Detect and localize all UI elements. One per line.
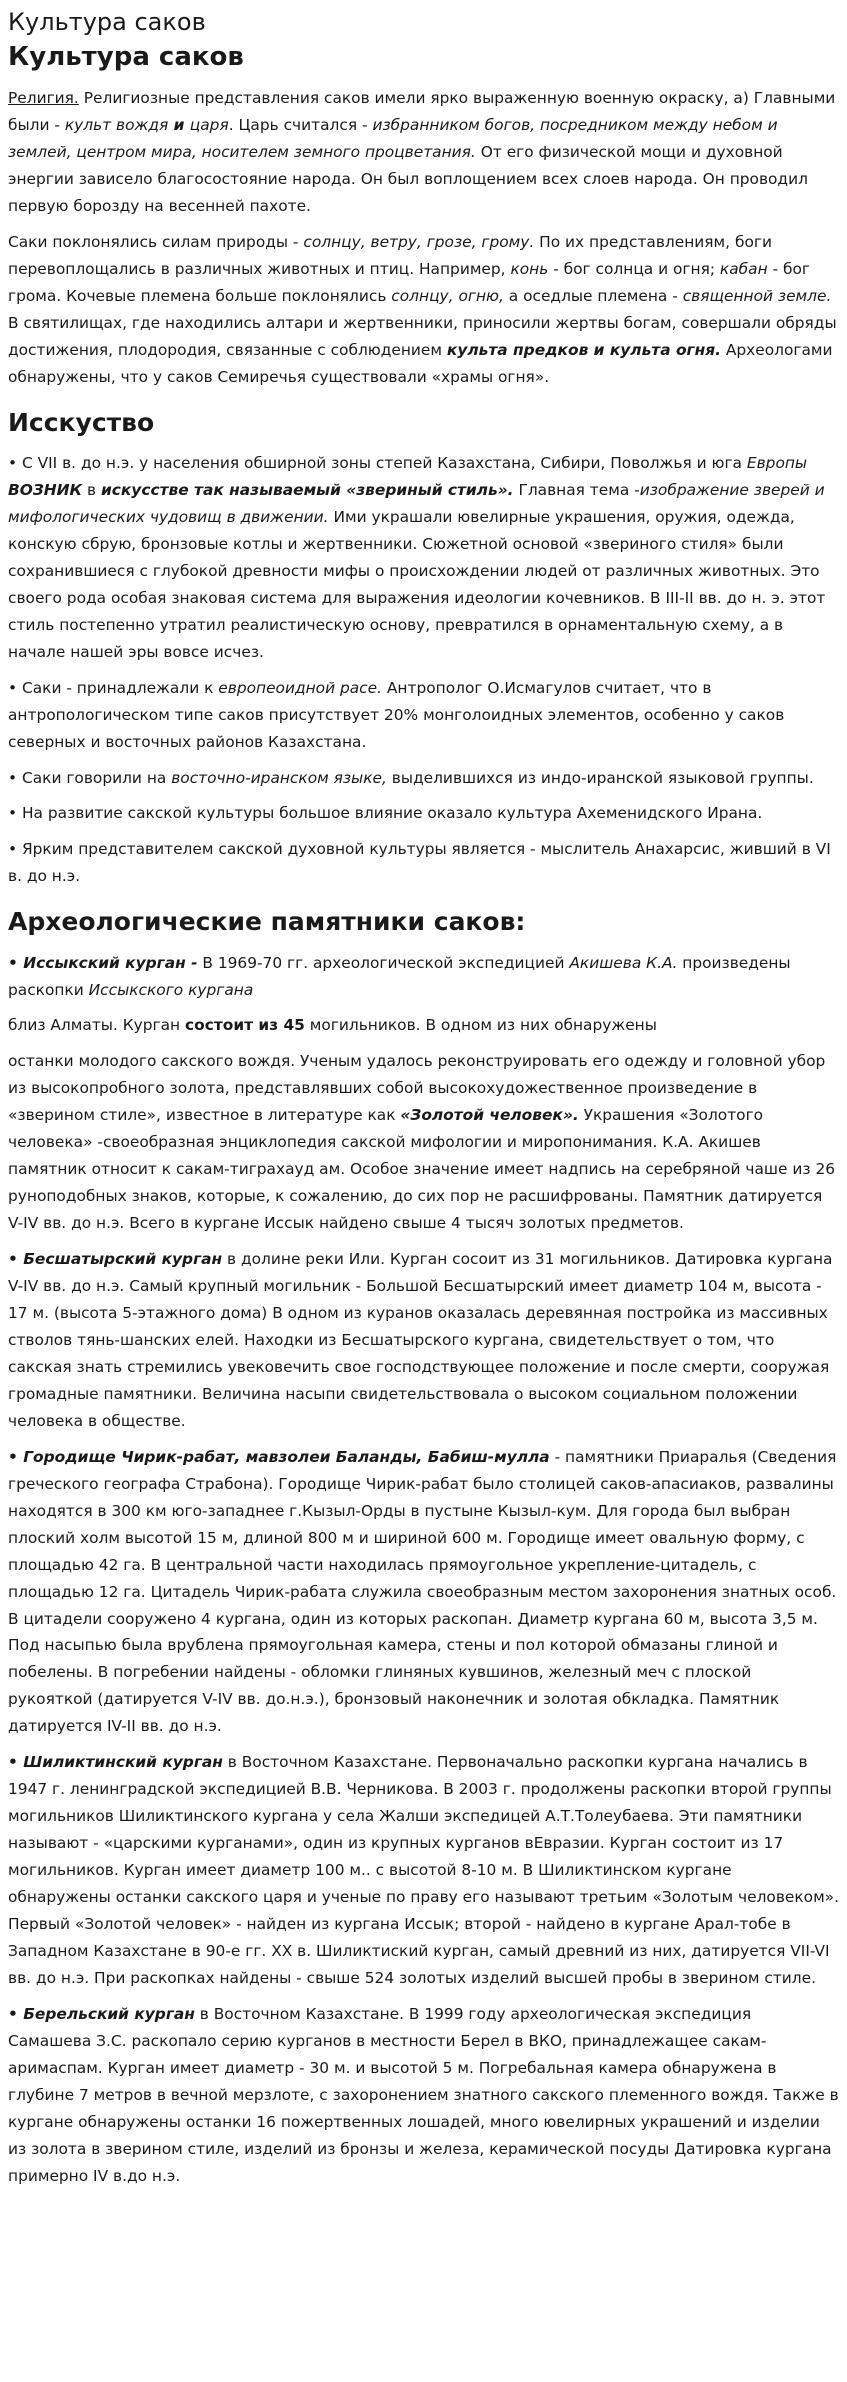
race-paragraph: • Саки - принадлежали к европеоидной расе. Антрополог О.Исмагулов считает, что в антропологическом типе саков присутствует 20% монголоидных элементов, особенно у саков северных и восточных районов Казахстана. <box>8 678 785 751</box>
nature-worship-paragraph: Саки поклонялись силам природы - солнцу, ветру, грозе, грому. По их представлениям, боги перевоплощались в различных животных и птиц. Например, конь - бог солнца и огня; кабан - бог грома. Кочевые племена больше поклонялись солнцу, огню, а оседлые племена - священной земле. В святилищах, где находились алтари и жертвенники, приносили жертвы богам, совершали обряды достижения, плодородия, связанные с соблюдением культа предков и культа огня. Археологами обнаружены, что у саков Семиречья существовали «храмы огня». <box>8 233 837 386</box>
issyk-location-paragraph: близ Алматы. Курган состоит из 45 могильников. В одном из них обнаружены <box>8 1016 657 1035</box>
animal-style-paragraph: • С VII в. до н.э. у населения обширной зоны степей Казахстана, Сибири, Поволжья и юга Европы ВОЗНИК в искусстве так называемый «звериный стиль». Главная тема -изображение зверей и мифологических чудовищ в движении. Ими украшали ювелирные украшения, оружия, одежда, конскую сбрую, бронзовые котлы и жертвенники. Сюжетной основой «звериного стиля» были сохранившиеся с глубокой древности мифы о происхождении людей от различных животных. Это своего рода особая знаковая система для выражения идеологии кочевников. В III-II вв. до н. э. этот стиль постепенно утратил реалистическую основу, превратился в орнаментальную схему, а в начале нашей эры вовсе исчез. <box>8 454 826 661</box>
golden-man-paragraph: останки молодого сакского вождя. Ученым удалось реконструировать его одежду и головной убор из высокопробного золота, представлявших собой высокохудожественное произведение в «зверином стиле», известное в литературе как «Золотой человек». Украшения «Золотого человека» -своеобразная энциклопедия сакской мифологии и миропонимания. К.А. Акишев памятник относит к сакам-тиграхауд ам. Особое значение имеет надпись на серебряной чаше из 26 руноподобных знаков, которые, к сожалению, до сих пор не расшифрованы. Памятник датируется V-IV вв. до н.э. Всего в кургане Иссык найдено свыше 4 тысяч золотых предметов. <box>8 1052 836 1233</box>
achaemenid-paragraph: • На развитие сакской культуры большое влияние оказало культура Ахеменидского Ирана. <box>8 804 763 823</box>
anacharsis-paragraph: • Ярким представителем сакской духовной культуры является - мыслитель Анахарсис, живший в VI в. до н.э. <box>8 840 831 886</box>
art-heading: Исскуство <box>8 407 155 437</box>
arch-heading: Археологические памятники саков: <box>8 907 526 937</box>
chirik-rabat-paragraph: • Городище Чирик-рабат, мавзолеи Баланды, Бабиш-мулла - памятники Приаралья (Сведения греческого географа Страбона). Городище Чирик-рабат было столицей саков-апасиаков, развалины находятся в 300 км юго-западнее г.Кызыл-Орды в пустыне Кызыл-кум. Для города был выбран плоский холм высотой 15 м, длиной 800 м и шириной 600 м. Городище имеет овальную форму, с площадью 42 га. В центральной части находилась прямоугольное укрепление-цитадель, с площадью 12 га. Цитадель Чирик-рабата служила своеобразным местом захоронения знатных особ. В цитадели сооружено 4 кургана, один из которых раскопан. Диаметр кургана 60 м, высота 3,5 м. Под насыпью была врублена прямоугольная камера, стены и пол которой обмазаны глиной и побелены. В погребении найдены - обломки глиняных кувшинов, железный меч с плоской рукояткой (датируется V-IV вв. до.н.э.), бронзовый наконечник и золотая обкладка. Памятник датируется IV-II вв. до н.э. <box>8 1447 837 1736</box>
main-heading: Культура саков <box>8 41 244 72</box>
issyk-paragraph: • Иссыкский курган - В 1969-70 гг. археологической экспедицией Акишева К.А. произведены раскопки Иссыкского кургана <box>8 953 791 999</box>
religion-paragraph: Религия. Религиозные представления саков имели ярко выраженную военную окраску, а) Главными были - культ вождя и царя. Царь считался - избранником богов, посредником между небом и землей, центром мира, носителем земного процветания. От его физической мощи и духовной энергии зависело благосостояние народа. Он был воплощением всех слоев народа. Он проводил первую борозду на весенней пахоте. <box>8 89 836 216</box>
shilikty-paragraph: • Шиликтинский курган в Восточном Казахстане. Первоначально раскопки кургана начались в 1947 г. ленинградской экспедицией В.В. Черникова. В 2003 г. продолжены раскопки второй группы могильников Шиликтинского кургана у села Жалши экспедицей А.Т.Толеубаева. Эти памятники называют - «царскими курганами», один из крупных курганов вЕвразии. Курган состоит из 17 могильников. Курган имеет диаметр 100 м.. с высотой 8-10 м. В Шиликтинском кургане обнаружены останки сакского царя и ученые по праву его называют третьим «Золотым человеком». Первый «Золотой человек» - найден из кургана Иссык; второй - найдено в кургане Арал-тобе в Западном Казахстане в 90-е гг. ХХ в. Шиликтиский курган, самый древний из них, датируется VII-VI вв. до н.э. При раскопках найдены - свыше 524 золотых изделий высшей пробы в зверином стиле. <box>8 1753 839 1987</box>
page-title: Культура саков <box>8 8 206 36</box>
religion-label: Религия. <box>8 89 79 108</box>
besshatyr-paragraph: • Бесшатырский курган в долине реки Или. Курган сосоит из 31 могильников. Датировка кургана V-IV вв. до н.э. Самый крупный могильник - Большой Бесшатырский имеет диаметр 104 м, высота - 17 м. (высота 5-этажного дома) В одном из куранов оказалась деревянная постройка из массивных стволов тянь-шанских елей. Находки из Бесшатырского кургана, свидетельствует о том, что сакская знать стремились увековечить свое господствующее положение и после смерти, сооружая громадные памятники. Величина насыпи свидетельствовала о высоком социальном положении человека в обществе. <box>8 1250 833 1430</box>
berel-paragraph: • Берельский курган в Восточном Казахстане. В 1999 году археологическая экспедиция Самашева З.С. раскопало серию курганов в местности Берел в ВКО, принадлежащее сакам-аримаспам. Курган имеет диаметр - 30 м. и высотой 5 м. Погребальная камера обнаружена в глубине 7 метров в вечной мерзлоте, с захоронением знатного сакского племенного вождя. Также в кургане обнаружены останки 16 пожертвенных лошадей, много ювелирных украшений и изделии из золота в зверином стиле, изделий из бронзы и железа, керамической посуды Датировка кургана примерно IV в.до н.э. <box>8 2004 839 2185</box>
language-paragraph: • Саки говорили на восточно-иранском языке, выделившихся из индо-иранской языковой группы. <box>8 768 814 787</box>
